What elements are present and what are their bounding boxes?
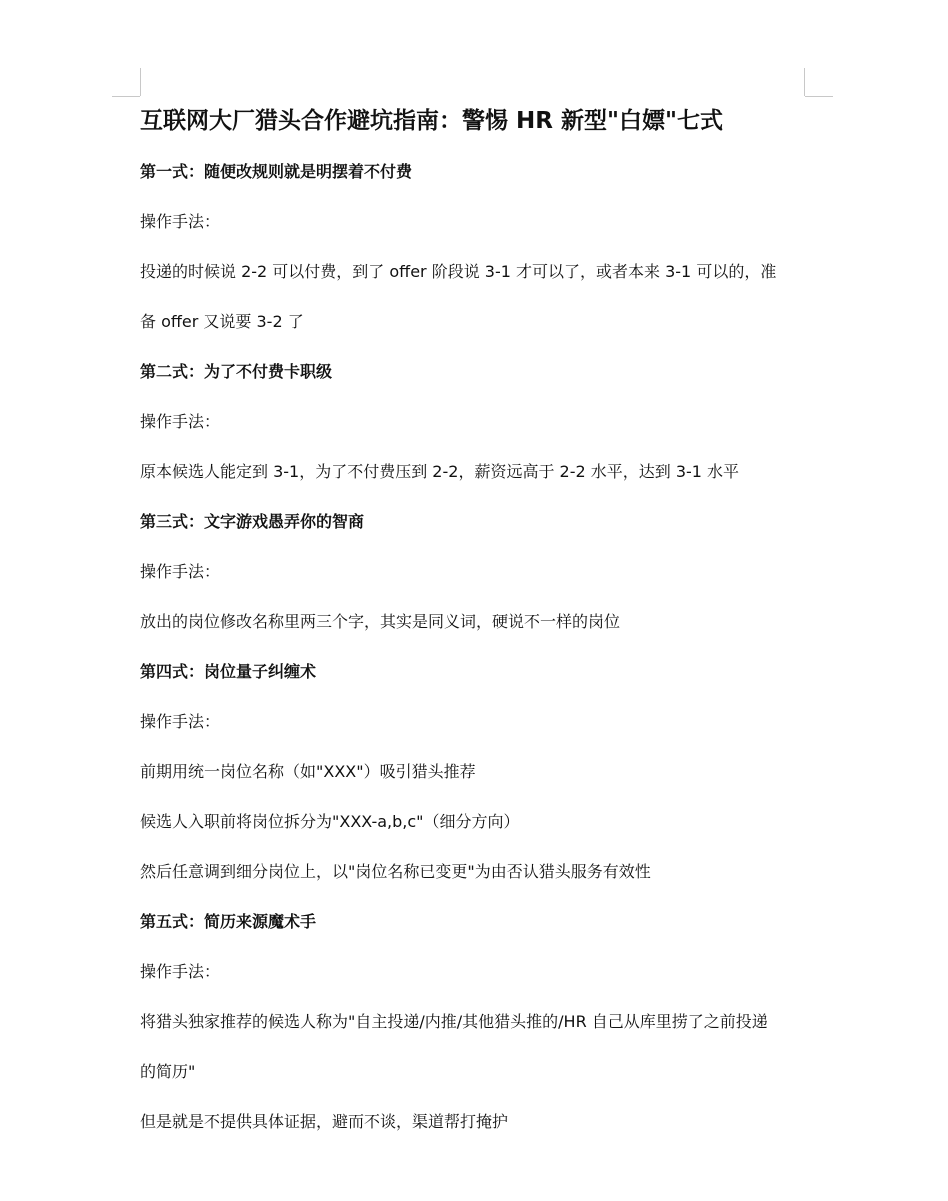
section-heading-5: 第五式：简历来源魔术手 — [140, 912, 317, 931]
section-label-3: 操作手法： — [140, 562, 221, 581]
section-text-2-line-1: 原本候选人能定到 3-1，为了不付费压到 2-2，薪资远高于 2-2 水平，达到 3-1 水平 — [140, 462, 740, 481]
document-title: 互联网大厂猎头合作避坑指南：警惕 HR 新型"白嫖"七式 — [140, 108, 723, 134]
section-text-5-line-2: 的简历" — [140, 1062, 196, 1081]
crop-mark-top-right-horizontal — [805, 96, 833, 97]
section-text-5-line-1: 将猎头独家推荐的候选人称为"自主投递/内推/其他猎头推的/HR 自己从库里捞了之前投递 — [140, 1012, 768, 1031]
section-heading-2: 第二式：为了不付费卡职级 — [140, 362, 333, 381]
crop-mark-top-left-horizontal — [112, 96, 140, 97]
section-label-1: 操作手法： — [140, 212, 221, 231]
section-text-1-line-2: 备 offer 又说要 3-2 了 — [140, 312, 304, 331]
section-label-2: 操作手法： — [140, 412, 221, 431]
crop-mark-top-left-vertical — [140, 68, 141, 96]
section-text-4-line-1: 前期用统一岗位名称（如"XXX"）吸引猎头推荐 — [140, 762, 476, 781]
section-label-4: 操作手法： — [140, 712, 221, 731]
section-text-3-line-1: 放出的岗位修改名称里两三个字，其实是同义词，硬说不一样的岗位 — [140, 612, 621, 631]
section-heading-3: 第三式：文字游戏愚弄你的智商 — [140, 512, 365, 531]
section-text-4-line-3: 然后任意调到细分岗位上，以"岗位名称已变更"为由否认猎头服务有效性 — [140, 862, 651, 881]
section-text-4-line-2: 候选人入职前将岗位拆分为"XXX-a,b,c"（细分方向） — [140, 812, 520, 831]
section-text-1-line-1: 投递的时候说 2-2 可以付费，到了 offer 阶段说 3-1 才可以了，或者本来 3-1 可以的，准 — [140, 262, 777, 281]
crop-mark-top-right-vertical — [804, 68, 805, 96]
section-heading-4: 第四式：岗位量子纠缠术 — [140, 662, 317, 681]
section-label-5: 操作手法： — [140, 962, 221, 981]
section-text-5-line-3: 但是就是不提供具体证据，避而不谈，渠道帮打掩护 — [140, 1112, 509, 1131]
section-heading-1: 第一式：随便改规则就是明摆着不付费 — [140, 162, 413, 181]
